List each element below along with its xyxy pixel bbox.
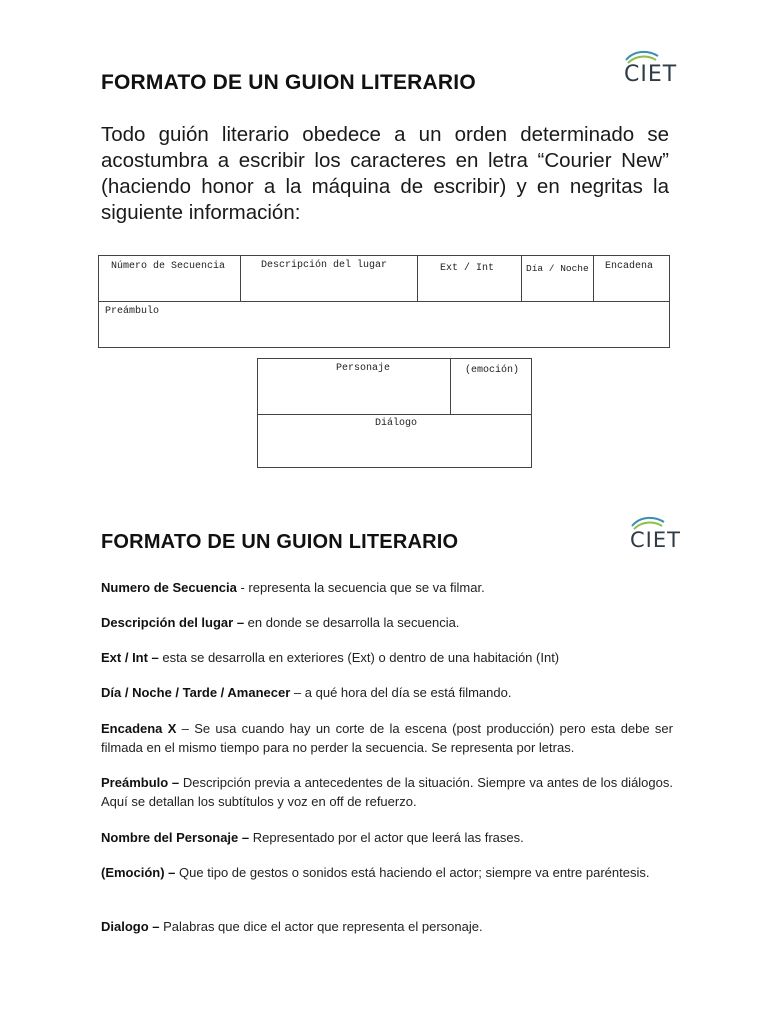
logo-text: CIET	[624, 62, 678, 87]
definition-text: Palabras que dice el actor que representa el personaje.	[163, 919, 483, 934]
definition-term: Encadena X	[101, 721, 177, 736]
definition-term: Día / Noche / Tarde / Amanecer	[101, 685, 291, 700]
definition-term: Descripción del lugar –	[101, 615, 245, 630]
definition-text: a qué hora del día se está filmando.	[304, 685, 512, 700]
header-place-description: Descripción del lugar	[261, 260, 388, 271]
definition-item	[101, 917, 673, 936]
header-chain: Encadena	[605, 261, 654, 272]
definition-term: Numero de Secuencia	[101, 580, 237, 595]
header-sequence-number: Número de Secuencia	[111, 261, 226, 272]
definition-term: Ext / Int –	[101, 650, 159, 665]
character-label: Personaje	[336, 363, 391, 374]
definition-item: Numero de Secuencia - representa la secuencia que se va filmar.	[101, 580, 485, 595]
emotion-label: (emoción)	[465, 365, 520, 376]
definition-term: (Emoción) –	[101, 865, 176, 880]
header-ext-int: Ext / Int	[440, 263, 495, 274]
intro-paragraph: Todo guión literario obedece a un orden determinado se acostumbra a escribir los caracteres en letra “Courier New” (haciendo honor a la máquina de escribir) y en negritas la siguiente información:	[101, 123, 669, 224]
definition-item	[101, 863, 673, 882]
definition-item	[101, 613, 673, 632]
definition-item	[101, 773, 673, 811]
definition-text: representa la secuencia que se va filmar.	[248, 580, 485, 595]
section1-title: FORMATO DE UN GUION LITERARIO	[101, 71, 476, 94]
definition-item: Día / Noche / Tarde / Amanecer – a qué hora del día se está filmando.	[101, 685, 512, 700]
header-day-night: Día / Noche	[526, 263, 589, 274]
preamble-label: Preámbulo	[105, 306, 160, 317]
definition-item: Encadena X – Se usa cuando hay un corte de la escena (post producción) pero esta debe ser filmada en el mismo tiempo para no perder la secuencia. Se representa por letras.	[101, 721, 673, 755]
ciet-logo-top	[620, 48, 696, 98]
dialog-table	[257, 358, 532, 468]
definition-item	[101, 648, 673, 667]
ciet-logo-bottom	[626, 514, 702, 564]
definition-text: Descripción previa a antecedentes de la situación. Siempre va antes de los diálogos. Aquí se detallan los subtítulos y voz en off de refuerzo.	[101, 775, 673, 809]
definition-text: Que tipo de gestos o sonidos está haciendo el actor; siempre va entre paréntesis.	[179, 865, 650, 880]
definition-term: Dialogo –	[101, 919, 160, 934]
definition-text: en donde se desarrolla la secuencia.	[247, 615, 460, 630]
section2-title: FORMATO DE UN GUION LITERARIO	[101, 531, 459, 553]
definition-item	[101, 828, 673, 847]
definition-term: Nombre del Personaje –	[101, 830, 250, 845]
definition-text: Representado por el actor que leerá las frases.	[252, 830, 524, 845]
definition-text: esta se desarrolla en exteriores (Ext) o dentro de una habitación (Int)	[162, 650, 560, 665]
definition-term: Preámbulo –	[101, 775, 180, 790]
logo-text: CIET	[630, 528, 681, 552]
definition-text: Se usa cuando hay un corte de la escena (post producción) pero esta debe ser filmada en el mismo tiempo para no perder la secuencia. Se representa por letras.	[101, 721, 673, 755]
dialog-label: Diálogo	[375, 418, 418, 429]
scene-header-table	[98, 255, 670, 348]
